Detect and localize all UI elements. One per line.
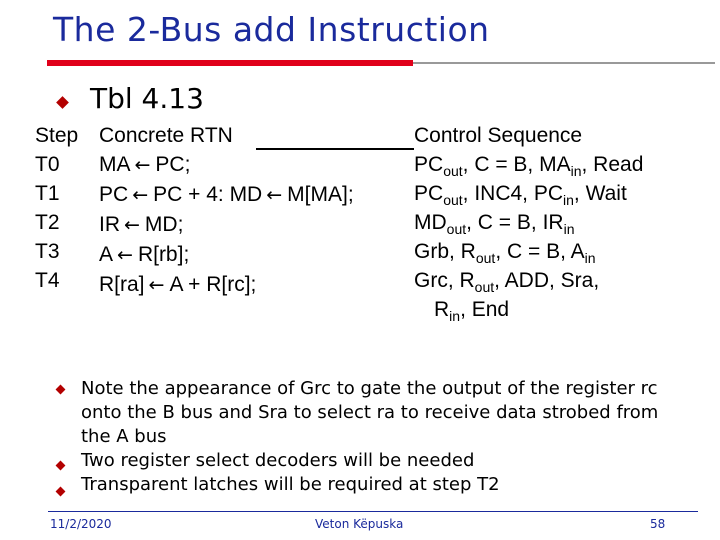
control-row: $R_{in}$, End [434,298,510,325]
step-label: T4 [35,269,60,292]
note-item: Note the appearance of Grc to gate the output of the register rc onto the B bus and Sra to select ra to receive data strobed from the A bus [81,378,659,447]
rtn-row: PC ← PC + 4: MD ← M[MA]; [99,180,354,210]
step-label: T2 [35,211,60,234]
bullet-diamond-icon [56,96,69,109]
footer-author: Veton Këpuska [315,517,404,531]
rtn-row: MA ← PC; [99,150,354,180]
footer-divider [48,511,698,512]
notes-list [81,377,681,497]
left-arrow-icon: ← [117,244,133,266]
title-underline-red [47,60,413,66]
bullet-diamond-icon [56,487,66,497]
bullet-diamond-icon [56,461,66,471]
bullet-diamond-icon [56,385,66,395]
rtn-row: A ← R[rb]; [99,240,354,270]
rtn-header: Concrete RTN [99,124,233,147]
control-row: Grb, $R_{out}$, C = B, $A_{in}$ [414,240,596,267]
left-arrow-icon: ← [148,274,165,296]
slide-title: The 2-Bus add Instruction [53,10,490,49]
title-underline-gray [413,62,715,64]
header-underline [256,148,414,150]
control-row: $MD_{out}$, C = B, $IR_{in}$ [414,211,575,238]
left-arrow-icon: ← [134,154,151,176]
control-row: $PC_{out}$, INC4, $PC_{in}$, Wait [414,182,627,209]
note-item: Two register select decoders will be needed [81,450,475,471]
footer-date: 11/2/2020 [50,517,112,531]
control-row: $PC_{out}$, C = B, $MA_{in}$, Read [414,153,644,180]
control-row: Grc, $R_{out}$, ADD, Sra, [414,269,600,296]
left-arrow-icon: ← [266,184,283,206]
left-arrow-icon: ← [124,214,140,236]
control-column [414,121,643,324]
step-column [35,121,78,295]
rtn-row: IR ← MD; [99,210,354,240]
step-label: T1 [35,182,60,205]
note-item: Transparent latches will be required at step T2 [81,474,500,495]
control-header: Control Sequence [414,124,583,147]
step-label: T3 [35,240,60,263]
left-arrow-icon: ← [132,184,149,206]
step-label: T0 [35,153,60,176]
page-number: 58 [650,517,666,531]
step-header: Step [35,124,79,147]
rtn-row: R[ra] ← A + R[rc]; [99,270,354,300]
slide-subtitle: Tbl 4.13 [90,82,204,115]
